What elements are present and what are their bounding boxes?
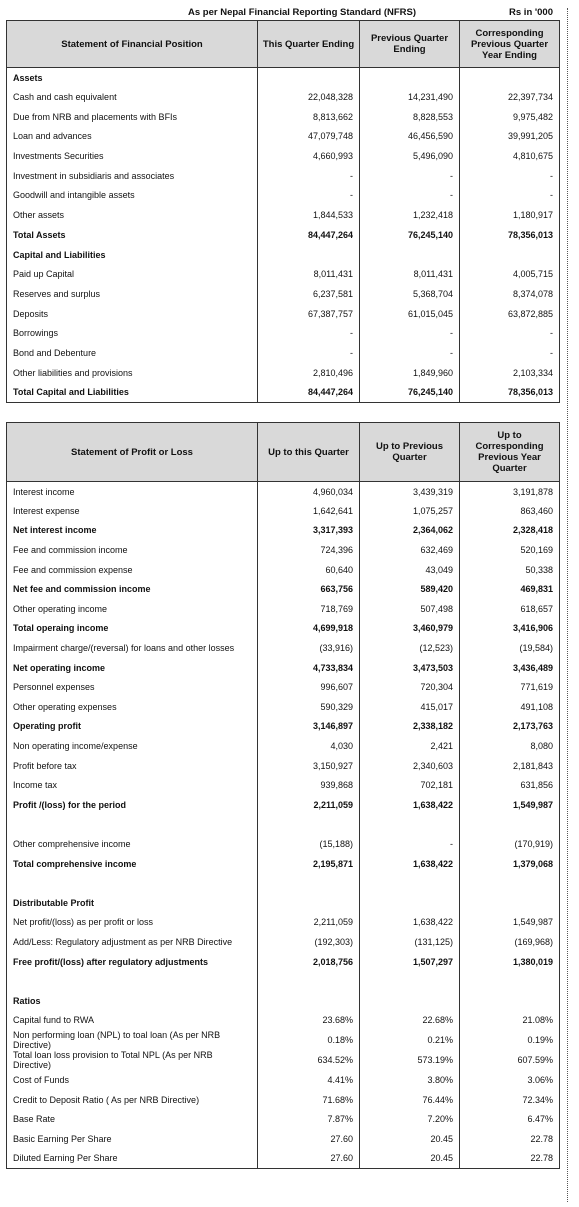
value-cell: 771,619 [460,677,560,697]
value-cell: 1,075,257 [360,501,460,521]
column-header: Up to Previous Quarter [360,423,460,482]
value-cell: 2,421 [360,736,460,756]
value-cell: 589,420 [360,579,460,599]
value-cell [460,815,560,835]
value-cell: 3,439,319 [360,482,460,502]
value-cell: 1,642,641 [258,501,360,521]
table-row [7,599,560,619]
table-row [7,893,560,913]
value-cell: 60,640 [258,560,360,580]
value-cell: 1,180,917 [460,205,560,225]
row-label: Fee and commission income [7,540,258,560]
table-row [7,932,560,952]
column-header: This Quarter Ending [258,21,360,68]
table-row [7,540,560,560]
row-label: Credit to Deposit Ratio ( As per NRB Directive) [7,1090,258,1110]
value-cell: 0.19% [460,1030,560,1050]
value-cell: 8,374,078 [460,284,560,304]
value-cell: 3,146,897 [258,717,360,737]
value-cell: 39,991,205 [460,127,560,147]
row-label: Bond and Debenture [7,343,258,363]
row-label: Operating profit [7,717,258,737]
value-cell: 2,211,059 [258,795,360,815]
value-cell: 939,868 [258,775,360,795]
row-label: Capital fund to RWA [7,1011,258,1031]
financial-position-table [6,20,560,403]
row-label: Fee and commission expense [7,560,258,580]
value-cell [460,893,560,913]
value-cell: (131,125) [360,932,460,952]
value-cell: 46,456,590 [360,127,460,147]
value-cell: 863,460 [460,501,560,521]
value-cell: 3,416,906 [460,619,560,639]
row-label: Personnel expenses [7,677,258,697]
value-cell: 632,469 [360,540,460,560]
table-row [7,1011,560,1031]
value-cell: - [360,323,460,343]
value-cell: 84,447,264 [258,383,360,403]
table-row [7,264,560,284]
table-row [7,383,560,403]
value-cell: 1,507,297 [360,952,460,972]
row-label: Non operating income/expense [7,736,258,756]
currency-unit: Rs in '000 [509,7,553,18]
table-row [7,873,560,893]
table-row [7,304,560,324]
row-label: Profit /(loss) for the period [7,795,258,815]
table-row [7,1070,560,1090]
value-cell: 4,733,834 [258,658,360,678]
value-cell: 1,549,987 [460,913,560,933]
reporting-standard: As per Nepal Financial Reporting Standard (NFRS) [188,7,417,18]
value-cell: 634.52% [258,1050,360,1070]
value-cell: 520,169 [460,540,560,560]
row-label: Diluted Earning Per Share [7,1149,258,1169]
value-cell: 3,191,878 [460,482,560,502]
value-cell: 76,245,140 [360,383,460,403]
value-cell: 2,364,062 [360,521,460,541]
table-row [7,1090,560,1110]
row-label: Cash and cash equivalent [7,87,258,107]
value-cell: 0.21% [360,1030,460,1050]
row-label: Goodwill and intangible assets [7,186,258,206]
row-label: Non performing loan (NPL) to toal loan (As per NRB Directive) [7,1030,258,1050]
value-cell [360,971,460,991]
column-header: Statement of Profit or Loss [7,423,258,482]
value-cell: 8,080 [460,736,560,756]
row-label: Free profit/(loss) after regulatory adjustments [7,952,258,972]
row-label: Impairment charge/(reversal) for loans and other losses [7,638,258,658]
value-cell: 61,015,045 [360,304,460,324]
value-cell: 5,496,090 [360,146,460,166]
row-label: Other operating income [7,599,258,619]
value-cell: 23.68% [258,1011,360,1031]
row-label: Net operating income [7,658,258,678]
table-row [7,775,560,795]
table-row [7,638,560,658]
value-cell: - [258,166,360,186]
value-cell: - [258,186,360,206]
table-row [7,971,560,991]
value-cell: 2,103,334 [460,363,560,383]
row-label: Investments Securities [7,146,258,166]
row-label: Other operating expenses [7,697,258,717]
table-row [7,521,560,541]
profit-loss-table [6,422,560,1169]
value-cell: 4,030 [258,736,360,756]
value-cell: - [360,186,460,206]
value-cell: 1,849,960 [360,363,460,383]
column-header: Previous Quarter Ending [360,21,460,68]
table-row [7,1050,560,1070]
value-cell: 20.45 [360,1149,460,1169]
row-label: Total comprehensive income [7,854,258,874]
value-cell: 631,856 [460,775,560,795]
value-cell: 4,810,675 [460,146,560,166]
row-label: Net profit/(loss) as per profit or loss [7,913,258,933]
table-row [7,68,560,88]
value-cell: 4.41% [258,1070,360,1090]
value-cell: 76,245,140 [360,225,460,245]
row-label: Add/Less: Regulatory adjustment as per NRB Directive [7,932,258,952]
value-cell: 1,638,422 [360,913,460,933]
table-row [7,717,560,737]
value-cell [258,991,360,1011]
value-cell: 22.68% [360,1011,460,1031]
value-cell: - [360,343,460,363]
table-row [7,127,560,147]
value-cell: 63,872,885 [460,304,560,324]
row-label: Net fee and commission income [7,579,258,599]
table-row [7,815,560,835]
value-cell: 6.47% [460,1109,560,1129]
value-cell: 7.20% [360,1109,460,1129]
value-cell [258,971,360,991]
value-cell: 3,460,979 [360,619,460,639]
value-cell: 20.45 [360,1129,460,1149]
column-header: Up to Corresponding Previous Year Quarter [460,423,560,482]
value-cell: 47,079,748 [258,127,360,147]
value-cell: 2,338,182 [360,717,460,737]
value-cell: 27.60 [258,1129,360,1149]
table-row [7,854,560,874]
value-cell: (170,919) [460,834,560,854]
row-label: Total loan loss provision to Total NPL (As per NRB Directive) [7,1050,258,1070]
row-label: Deposits [7,304,258,324]
row-label: Paid up Capital [7,264,258,284]
value-cell: - [460,166,560,186]
report-header [6,7,559,19]
value-cell: - [460,323,560,343]
value-cell: 415,017 [360,697,460,717]
value-cell: 6,237,581 [258,284,360,304]
value-cell: 590,329 [258,697,360,717]
table-row [7,205,560,225]
table-row [7,619,560,639]
value-cell: 491,108 [460,697,560,717]
value-cell: 5,368,704 [360,284,460,304]
table-row [7,363,560,383]
value-cell [258,68,360,88]
row-label: Base Rate [7,1109,258,1129]
table-row [7,107,560,127]
value-cell [258,893,360,913]
value-cell: 71.68% [258,1090,360,1110]
table-row [7,991,560,1011]
value-cell: 3.80% [360,1070,460,1090]
table-row [7,658,560,678]
row-label: Investment in subsidiaris and associates [7,166,258,186]
value-cell: (33,916) [258,638,360,658]
row-label: Other assets [7,205,258,225]
value-cell [258,245,360,265]
value-cell [360,893,460,913]
table-row [7,501,560,521]
row-label: Assets [7,68,258,88]
table-row [7,697,560,717]
value-cell: 3.06% [460,1070,560,1090]
value-cell: 2,181,843 [460,756,560,776]
value-cell: 4,660,993 [258,146,360,166]
value-cell: 22.78 [460,1149,560,1169]
value-cell: 1,380,019 [460,952,560,972]
value-cell: (19,584) [460,638,560,658]
value-cell: 14,231,490 [360,87,460,107]
value-cell [460,873,560,893]
row-label: Profit before tax [7,756,258,776]
value-cell: 2,195,871 [258,854,360,874]
value-cell: 72.34% [460,1090,560,1110]
value-cell [360,68,460,88]
value-cell: 618,657 [460,599,560,619]
value-cell: 3,436,489 [460,658,560,678]
table-row [7,677,560,697]
value-cell: - [360,834,460,854]
row-label [7,971,258,991]
value-cell: 27.60 [258,1149,360,1169]
value-cell [258,873,360,893]
value-cell: 78,356,013 [460,383,560,403]
value-cell: 7.87% [258,1109,360,1129]
value-cell: 1,379,068 [460,854,560,874]
table-row [7,736,560,756]
value-cell: 724,396 [258,540,360,560]
value-cell: 21.08% [460,1011,560,1031]
value-cell: 1,232,418 [360,205,460,225]
table-row [7,560,560,580]
value-cell: - [460,343,560,363]
value-cell: 67,387,757 [258,304,360,324]
value-cell: 22,397,734 [460,87,560,107]
value-cell: 22.78 [460,1129,560,1149]
value-cell: 43,049 [360,560,460,580]
table-row [7,482,560,502]
perforation-divider [567,8,568,1202]
row-label: Total operaing income [7,619,258,639]
table-row [7,834,560,854]
row-label: Reserves and surplus [7,284,258,304]
value-cell: 22,048,328 [258,87,360,107]
table-row [7,166,560,186]
value-cell: 2,018,756 [258,952,360,972]
value-cell: 469,831 [460,579,560,599]
value-cell: 607.59% [460,1050,560,1070]
value-cell: 2,328,418 [460,521,560,541]
value-cell: 8,011,431 [360,264,460,284]
table-row [7,1129,560,1149]
value-cell: 1,638,422 [360,854,460,874]
table-row [7,343,560,363]
value-cell: 84,447,264 [258,225,360,245]
value-cell: - [258,343,360,363]
value-cell: 3,150,927 [258,756,360,776]
row-label: Capital and Liabilities [7,245,258,265]
value-cell [360,991,460,1011]
value-cell: 1,549,987 [460,795,560,815]
row-label: Interest expense [7,501,258,521]
row-label: Total Assets [7,225,258,245]
value-cell [360,245,460,265]
value-cell: 78,356,013 [460,225,560,245]
value-cell: 2,173,763 [460,717,560,737]
row-label: Distributable Profit [7,893,258,913]
table-row [7,795,560,815]
value-cell [460,991,560,1011]
value-cell: 3,317,393 [258,521,360,541]
table-row [7,579,560,599]
value-cell: 2,810,496 [258,363,360,383]
table-row [7,323,560,343]
value-cell: - [360,166,460,186]
column-header: Statement of Financial Position [7,21,258,68]
value-cell: 2,340,603 [360,756,460,776]
table-row [7,1149,560,1169]
value-cell: 8,828,553 [360,107,460,127]
value-cell: 507,498 [360,599,460,619]
table-row [7,225,560,245]
value-cell: (169,968) [460,932,560,952]
row-label: Basic Earning Per Share [7,1129,258,1149]
table-header-row [7,21,560,68]
value-cell: (12,523) [360,638,460,658]
value-cell: 4,005,715 [460,264,560,284]
table-header-row [7,423,560,482]
row-label: Income tax [7,775,258,795]
table-row [7,186,560,206]
value-cell: - [258,323,360,343]
row-label: Borrowings [7,323,258,343]
table-row [7,284,560,304]
row-label: Cost of Funds [7,1070,258,1090]
value-cell: 8,011,431 [258,264,360,284]
table-row [7,146,560,166]
value-cell: 3,473,503 [360,658,460,678]
row-label: Interest income [7,482,258,502]
table-row [7,1109,560,1129]
value-cell: 0.18% [258,1030,360,1050]
table-row [7,1030,560,1050]
table-row [7,756,560,776]
value-cell: 8,813,662 [258,107,360,127]
value-cell: (192,303) [258,932,360,952]
value-cell: 2,211,059 [258,913,360,933]
value-cell: 573.19% [360,1050,460,1070]
row-label: Due from NRB and placements with BFIs [7,107,258,127]
value-cell [460,68,560,88]
value-cell: 718,769 [258,599,360,619]
value-cell [360,815,460,835]
value-cell: 1,638,422 [360,795,460,815]
row-label [7,873,258,893]
row-label: Loan and advances [7,127,258,147]
value-cell: 720,304 [360,677,460,697]
row-label [7,815,258,835]
value-cell: - [460,186,560,206]
value-cell [460,245,560,265]
value-cell: 663,756 [258,579,360,599]
row-label: Total Capital and Liabilities [7,383,258,403]
table-row [7,245,560,265]
table-row [7,952,560,972]
column-header: Corresponding Previous Quarter Year Ending [460,21,560,68]
value-cell: (15,188) [258,834,360,854]
row-label: Ratios [7,991,258,1011]
column-header: Up to this Quarter [258,423,360,482]
row-label: Net interest income [7,521,258,541]
value-cell: 76.44% [360,1090,460,1110]
value-cell: 702,181 [360,775,460,795]
table-row [7,913,560,933]
value-cell: 4,699,918 [258,619,360,639]
value-cell: 996,607 [258,677,360,697]
value-cell [360,873,460,893]
value-cell [460,971,560,991]
value-cell: 50,338 [460,560,560,580]
value-cell [258,815,360,835]
value-cell: 9,975,482 [460,107,560,127]
row-label: Other liabilities and provisions [7,363,258,383]
value-cell: 1,844,533 [258,205,360,225]
row-label: Other comprehensive income [7,834,258,854]
table-row [7,87,560,107]
value-cell: 4,960,034 [258,482,360,502]
